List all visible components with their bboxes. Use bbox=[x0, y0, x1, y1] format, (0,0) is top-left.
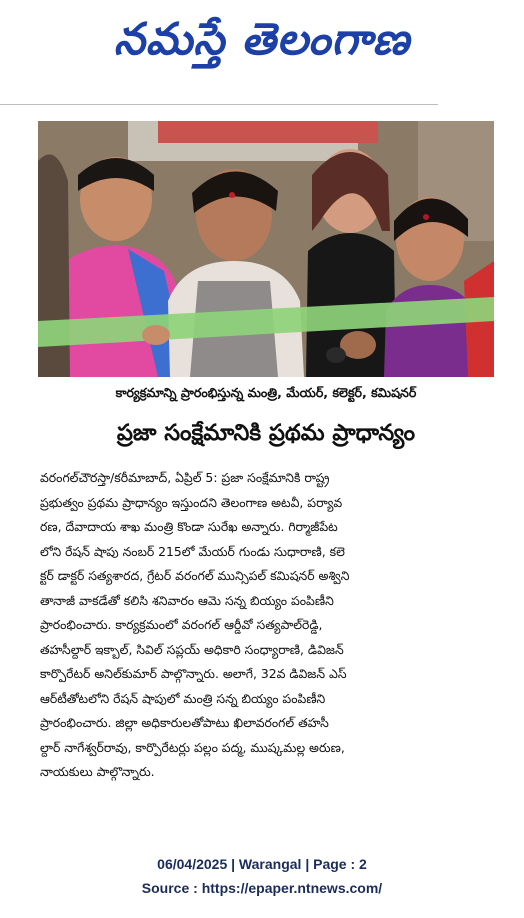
body-line: తానాజీ వాకడేతో కలిసి శనివారం ఆమె సన్న బియ్యం పంపిణీని bbox=[40, 592, 334, 608]
body-line: వరంగల్‌చౌరస్తా/కరీమాబాద్, ఏప్రిల్ 5: ప్రజా సంక్షేమానికి రాష్ట్ర bbox=[40, 470, 330, 485]
body-line: ప్రభుత్వం ప్రథమ ప్రాధాన్యం ఇస్తుందని తెలంగాణ అటవీ, పర్యావ bbox=[40, 494, 343, 510]
body-line: ల్దార్ నాగేశ్వర్‌రావు, కార్పొరేటర్లు పల్లం పద్మ, ముష్కమల్ల అరుణ, bbox=[40, 739, 345, 755]
body-line: ప్రారంభించారు. జిల్లా అధికారులతోపాటు ఖిలావరంగల్ తహసీ bbox=[40, 715, 329, 730]
news-photo bbox=[38, 121, 494, 377]
masthead bbox=[0, 0, 524, 80]
body-line: లోని రేషన్ షాపు నంబర్ 215లో మేయర్ గుండు సుధారాణి, కలె bbox=[40, 543, 345, 559]
photo-illustration bbox=[38, 121, 494, 377]
body-line: రణ, దేవాదాయ శాఖ మంత్రి కొండా సురేఖ అన్నారు. గిర్మాజీపేట bbox=[40, 519, 338, 534]
body-line: ప్రారంభించారు. కార్యక్రమంలో వరంగల్ ఆర్డీవో సత్యపాల్‌రెడ్డి, bbox=[40, 617, 323, 632]
photo-caption: కార్యక్రమాన్ని ప్రారంభిస్తున్న మంత్రి, మేయర్, కలెక్టర్, కమిషనర్ bbox=[115, 385, 417, 400]
page-footer bbox=[0, 852, 524, 900]
body-line: కార్పొరేటర్ అనిల్‌కుమార్ పాల్గొన్నారు. అలాగే, 32వ డివిజన్ ఎస్ bbox=[40, 666, 347, 681]
headline-text: ప్రజా సంక్షేమానికి ప్రథమ ప్రాధాన్యం bbox=[116, 419, 416, 446]
body-line: క్టర్ డాక్టర్ సత్యశారద, గ్రేటర్ వరంగల్ మున్సిపల్ కమిషనర్ అశ్విని bbox=[40, 568, 350, 583]
divider bbox=[0, 104, 438, 105]
article-headline bbox=[38, 411, 494, 459]
article-body bbox=[40, 466, 496, 785]
body-line: నాయకులు పాల్గొన్నారు. bbox=[40, 764, 155, 779]
edition-info: 06/04/2025 | Warangal | Page : 2 bbox=[157, 856, 367, 872]
body-line: తహసీల్దార్ ఇక్బాల్, సివిల్ సప్లయ్ అధికారి సంధ్యారాణి, డివిజన్ bbox=[40, 641, 344, 657]
body-line: ఆర్‌టీతోటలోని రేషన్ షాపులో మంత్రి సన్న బియ్యం పంపిణీని bbox=[40, 690, 326, 706]
newspaper-logo: నమస్తే తెలంగాణ bbox=[113, 14, 411, 65]
source-link[interactable]: Source : https://epaper.ntnews.com/ bbox=[141, 880, 383, 896]
